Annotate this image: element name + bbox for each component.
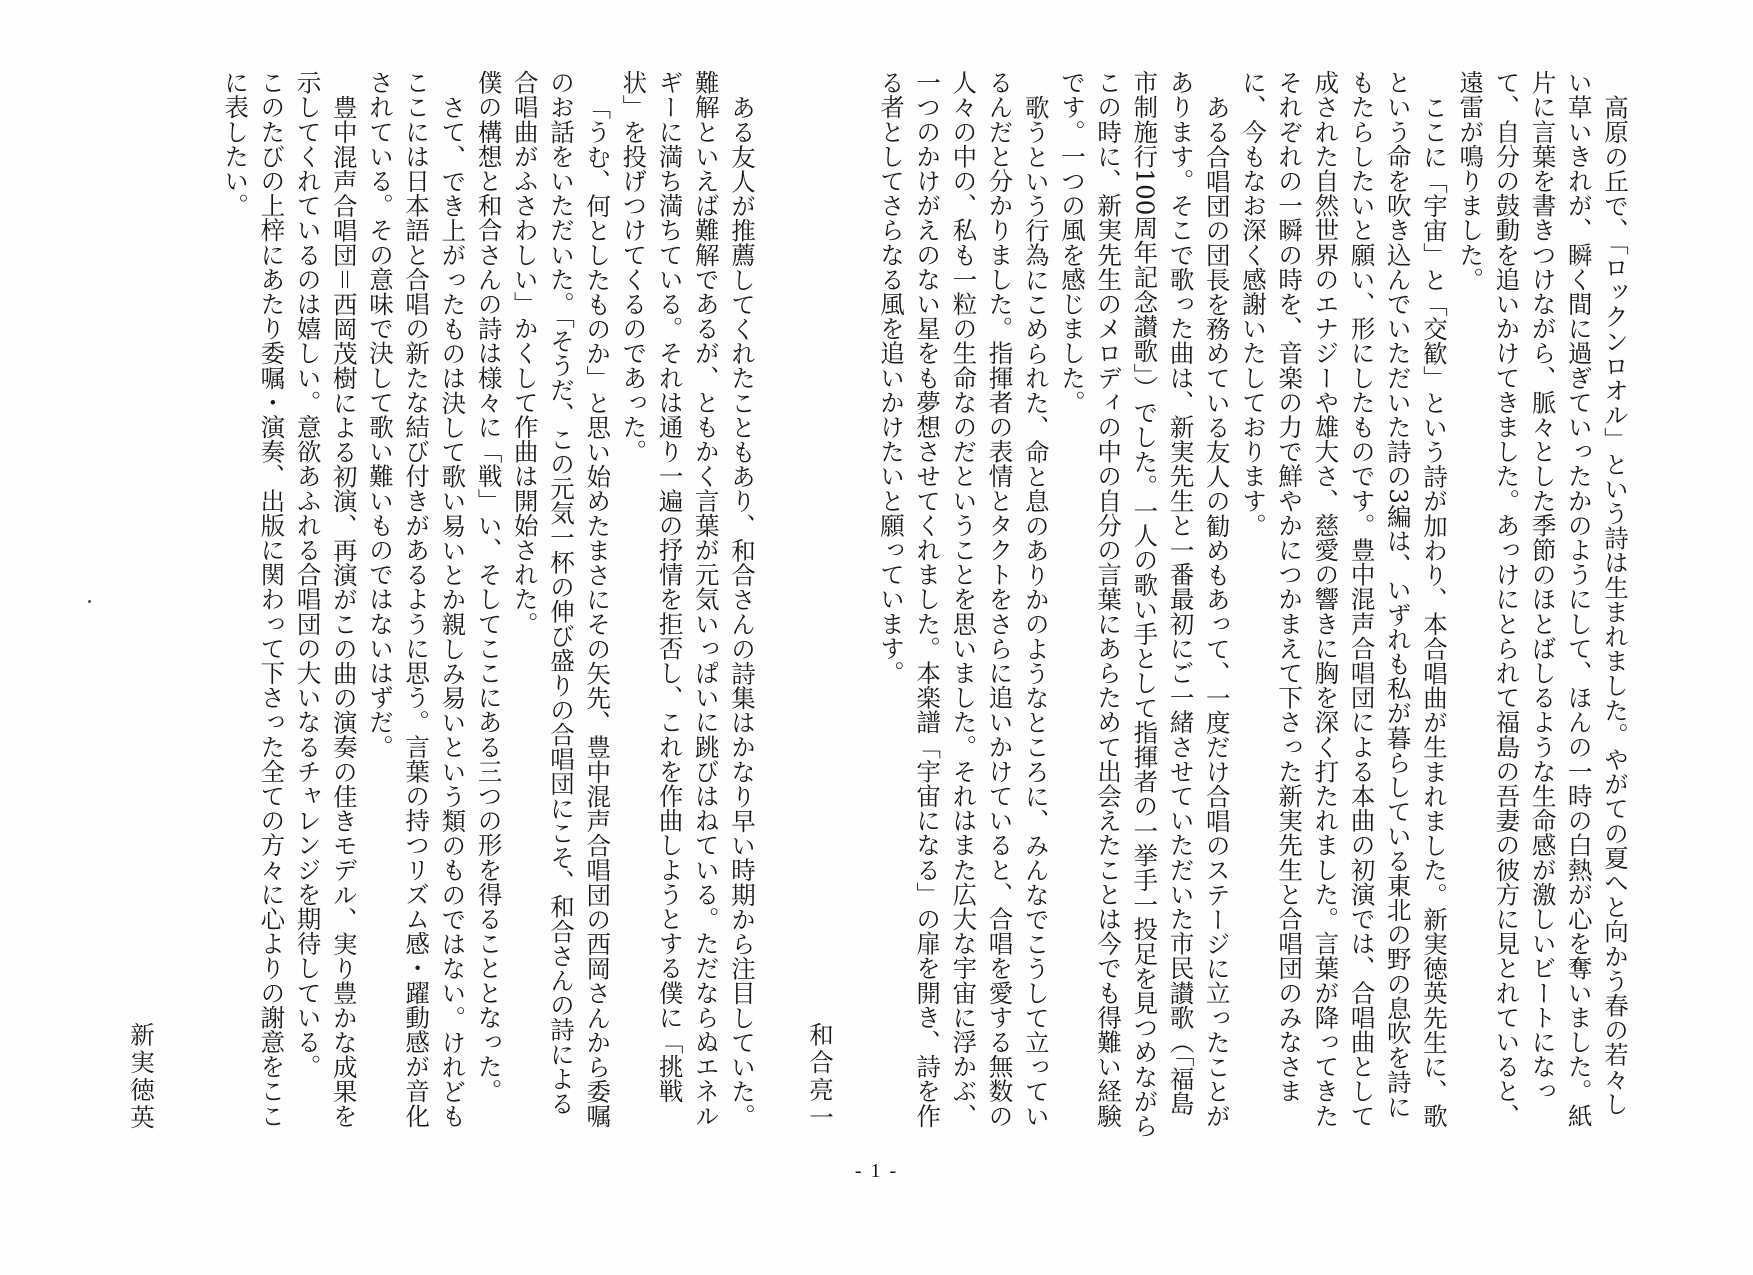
page-number: - 1 - [854, 1160, 899, 1182]
essay-wago [823, 70, 1633, 1140]
essay-niimi-paragraph-5: 豊中混声合唱団＝西岡茂樹による初演、再演がこの曲の演奏の佳きモデル、実り豊かな成果を示してくれているのは嬉しい。意欲あふれる合唱団の大いなるチャレンジを期待している。 [293, 70, 359, 1128]
essay-wago-paragraph-2: ここに「宇宙」と「交歓」という詩が加わり、本合唱曲が生まれました。新実徳英先生に、歌という命を吹き込んでいただいた詩の3編は、いずれも私が暮らしている東北の野の息吹を詩にもたらしたいと願い、形にしたものです。豊中混声合唱団による本曲の初演では、合唱曲として成された自然世界のエナジーや雄大さ、慈愛の響きに胸を深く打たれました。言葉が降ってきたそれぞれの一瞬の時を、音楽の力で鮮やかにつかまえて下さった新実先生と合唱団のみなさまに、今もなお深く感謝いたしております。 [1238, 70, 1449, 1128]
essay-niimi-paragraph-6: このたびの上梓にあたり委嘱・演奏、出版に関わって下さった全ての方々に心よりの謝意をここに表したい。 [221, 70, 287, 1128]
essay-niimi-paragraph-3: 僕の構想と和合さんの詩は様々に「戦」い、そしてここにある三つの形を得ることとなった。 [474, 70, 504, 1104]
essay-niimi [140, 70, 760, 1140]
scan-speck [88, 600, 91, 603]
author-signature-wago: 和合亮一 [806, 1022, 835, 1132]
essay-wago-paragraph-4: 歌うという行為にこめられた、命と息のありかのようなところに、みんなでこうして立っているんだと分かりました。指揮者の表情とタクトをさらに追いかけていると、合唱を愛する無数の人々の中の、私も一粒の生命なのだということを思いました。それはまた広大な宇宙に浮かぶ、一つのかけがえのない星をも夢想させてくれました。本楽譜「宇宙になる」の扉を開き、詩を作る者としてさらなる風を追いかけたいと願っています。 [876, 70, 1051, 1128]
author-signature-niimi: 新実徳英 [127, 1022, 156, 1132]
essay-niimi-paragraph-2: 「うむ、何としたものか」と思い始めたまさにその矢先、豊中混声合唱団の西岡さんから委嘱のお話をいただいた。「そうだ、この元気一杯の伸び盛りの合唱団にこそ、和合さんの詩による合唱曲がふさわしい」かくして作曲は開始された。 [510, 70, 613, 1128]
essay-wago-paragraph-3: ある合唱団の団長を務めている友人の勧めもあって、一度だけ合唱のステージに立ったことがあります。そこで歌った曲は、新実先生と一番最初にご一緒させていただいた市民讃歌（「福島市制施行100周年記念讃歌」）でした。一人の歌い手として指揮者の一挙手一投足を見つめながらこの時に、新実先生のメロディの中の自分の言葉にあらためて出会えたことは今でも得難い経験です。一つの風を感じました。 [1057, 70, 1232, 1139]
essay-niimi-paragraph-1: ある友人が推薦してくれたこともあり、和合さんの詩集はかなり早い時期から注目していた。難解といえば難解であるが、ともかく言葉が元気いっぱいに跳びはねている。ただならぬエネルギーに満ち満ちている。それは通り一遍の抒情を拒否し、これを作曲しようとする僕に「挑戦状」を投げつけてくるのであった。 [619, 70, 757, 1128]
essay-wago-paragraph-1: 高原の丘で、「ロックンロオル」という詩は生まれました。やがての夏へと向かう春の若々しい草いきれが、瞬く間に過ぎていったかのようにして、ほんの一時の白熱が心を奪いました。紙片に言葉を書きつけながら、脈々とした季節のほとばしるような生命感が激しいビートになって、自分の鼓動を追いかけてきました。あっけにとられて福島の吾妻の彼方に見とれていると、遠雷が鳴りました。 [1456, 70, 1630, 1128]
essay-niimi-paragraph-4: さて、でき上がったものは決して歌い易いとか親しみ易いという類のものではない。けれどもここには日本語と合唱の新たな結び付きがあるように思う。言葉の持つリズム感・躍動感が音化されている。その意味で決して歌い難いものではないはずだ。 [365, 70, 468, 1128]
